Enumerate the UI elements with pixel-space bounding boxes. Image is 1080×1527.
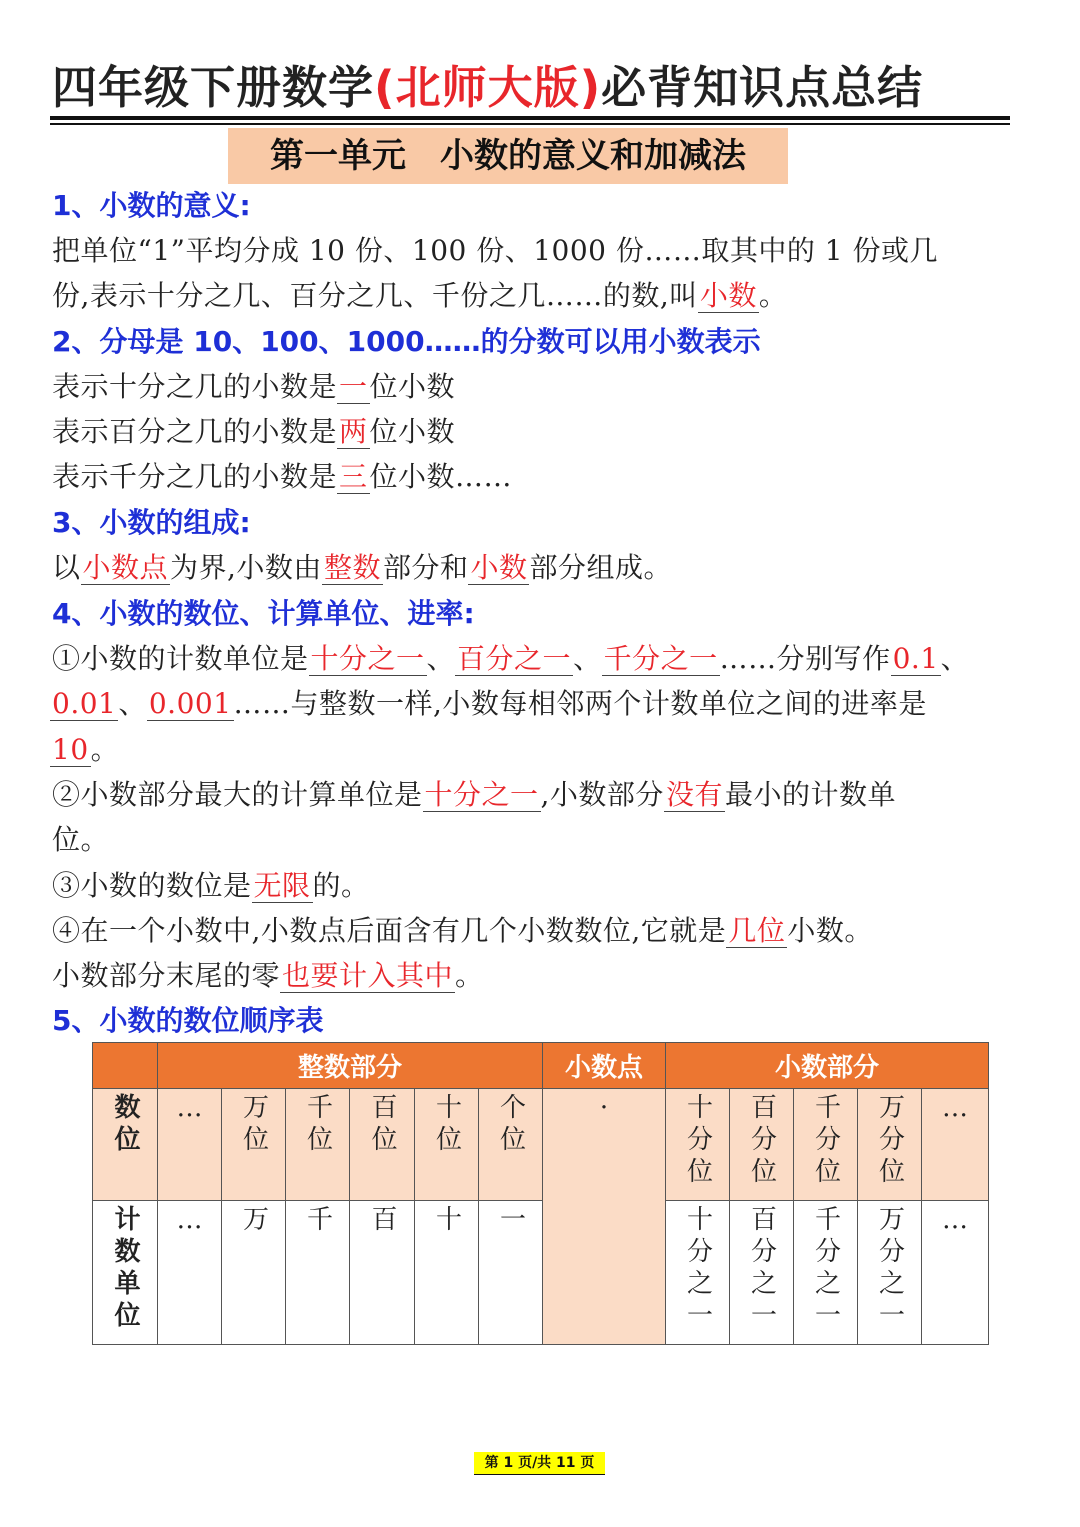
answer: 0.001: [148, 687, 232, 720]
table-cell: …: [922, 1089, 989, 1201]
table-cell: 十分位: [666, 1089, 730, 1201]
s4-p2-line-2: 位。: [52, 823, 110, 856]
page-title: 四年级下册数学(北师大版)必背知识点总结: [52, 61, 924, 114]
answer: 小数点: [82, 551, 169, 584]
answer: 一: [339, 370, 368, 403]
unit-title: 第一单元 小数的意义和加减法: [228, 128, 788, 184]
table-cell: 万位: [222, 1089, 286, 1201]
table-cell: 万分之一: [858, 1201, 922, 1345]
table-cell: …: [158, 1089, 222, 1201]
title-rule-thick: [50, 116, 1010, 120]
answer: 百分之一: [457, 642, 572, 675]
header-decimal-part: 小数部分: [666, 1043, 989, 1089]
answer: 0.01: [52, 687, 117, 720]
s4-p1-line-2: 0.01、0.001……与整数一样,小数每相邻两个计数单位之间的进率是: [52, 687, 927, 720]
table-cell: 千分之一: [794, 1201, 858, 1345]
table-cell: 千位: [286, 1089, 350, 1201]
header-decimal-point: 小数点: [543, 1043, 666, 1089]
answer: 十分之一: [310, 642, 425, 675]
table-cell: 千分位: [794, 1089, 858, 1201]
answer: 三: [339, 460, 368, 493]
table-cell: 百: [350, 1201, 415, 1345]
s2-line-1: 表示十分之几的小数是一位小数: [52, 370, 456, 403]
s2-line-3: 表示千分之几的小数是三位小数……: [52, 460, 513, 493]
table-cell: 个位: [479, 1089, 543, 1201]
answer: 小数: [470, 551, 528, 584]
row-label-units: 计数单位: [93, 1201, 158, 1345]
answer: 两: [339, 415, 368, 448]
table-cell: 百位: [350, 1089, 415, 1201]
table-cell: …: [158, 1201, 222, 1345]
s4-p5-line: 小数部分末尾的零也要计入其中。: [52, 959, 484, 992]
table-cell: 十分之一: [666, 1201, 730, 1345]
s4-p1-line-1: ①小数的计数单位是十分之一、百分之一、千分之一……分别写作0.1、: [52, 642, 970, 675]
answer: 10: [52, 733, 89, 766]
s4-p3-line: ③小数的数位是无限的。: [52, 869, 370, 902]
place-value-table: [92, 1042, 989, 1345]
s2-line-2: 表示百分之几的小数是两位小数: [52, 415, 456, 448]
table-cell: 万: [222, 1201, 286, 1345]
section-1-heading: 1、小数的意义:: [52, 189, 251, 222]
decimal-point-cell: ·: [543, 1089, 666, 1345]
answer: 0.1: [892, 642, 939, 675]
table-cell: 百分之一: [730, 1201, 794, 1345]
s4-p1-line-3: 10。: [52, 733, 120, 766]
table-cell: 一: [479, 1201, 543, 1345]
answer: 没有: [665, 778, 723, 811]
s3-line-1: 以小数点为界,小数由整数部分和小数部分组成。: [52, 551, 672, 584]
s4-p2-line-1: ②小数部分最大的计算单位是十分之一,小数部分没有最小的计数单: [52, 778, 896, 811]
section-3-heading: 3、小数的组成:: [52, 506, 251, 539]
s1-line-2: 份,表示十分之几、百分之几、千份之几……的数,叫小数。: [52, 279, 788, 312]
section-5-heading: 5、小数的数位顺序表: [52, 1004, 324, 1037]
table-cell: 十位: [415, 1089, 479, 1201]
title-rule-thin: [50, 123, 1010, 125]
answer: 小数: [699, 279, 757, 312]
answer: 十分之一: [424, 778, 539, 811]
s1-line-1: 把单位“1”平均分成 10 份、100 份、1000 份……取其中的 1 份或几: [52, 234, 938, 267]
table-header-row: [93, 1043, 989, 1089]
section-2-heading: 2、分母是 10、100、1000……的分数可以用小数表示: [52, 325, 761, 358]
header-integer-part: 整数部分: [158, 1043, 543, 1089]
answer: 也要计入其中: [282, 959, 454, 992]
answer: 无限: [253, 869, 311, 902]
table-cell: 百分位: [730, 1089, 794, 1201]
answer: 整数: [323, 551, 381, 584]
section-4-heading: 4、小数的数位、计算单位、进率:: [52, 597, 475, 630]
table-cell: 万分位: [858, 1089, 922, 1201]
table-cell: 千: [286, 1201, 350, 1345]
page-footer: 第 1 页/共 11 页: [474, 1452, 605, 1475]
table-row-units: [93, 1201, 989, 1345]
table-cell: …: [922, 1201, 989, 1345]
table-corner: [93, 1043, 158, 1089]
row-label-places: 数位: [93, 1089, 158, 1201]
table-cell: 十: [415, 1201, 479, 1345]
answer: 千分之一: [603, 642, 718, 675]
s4-p4-line: ④在一个小数中,小数点后面含有几个小数数位,它就是几位小数。: [52, 914, 873, 947]
answer: 几位: [728, 914, 786, 947]
table-row-places: [93, 1089, 989, 1201]
